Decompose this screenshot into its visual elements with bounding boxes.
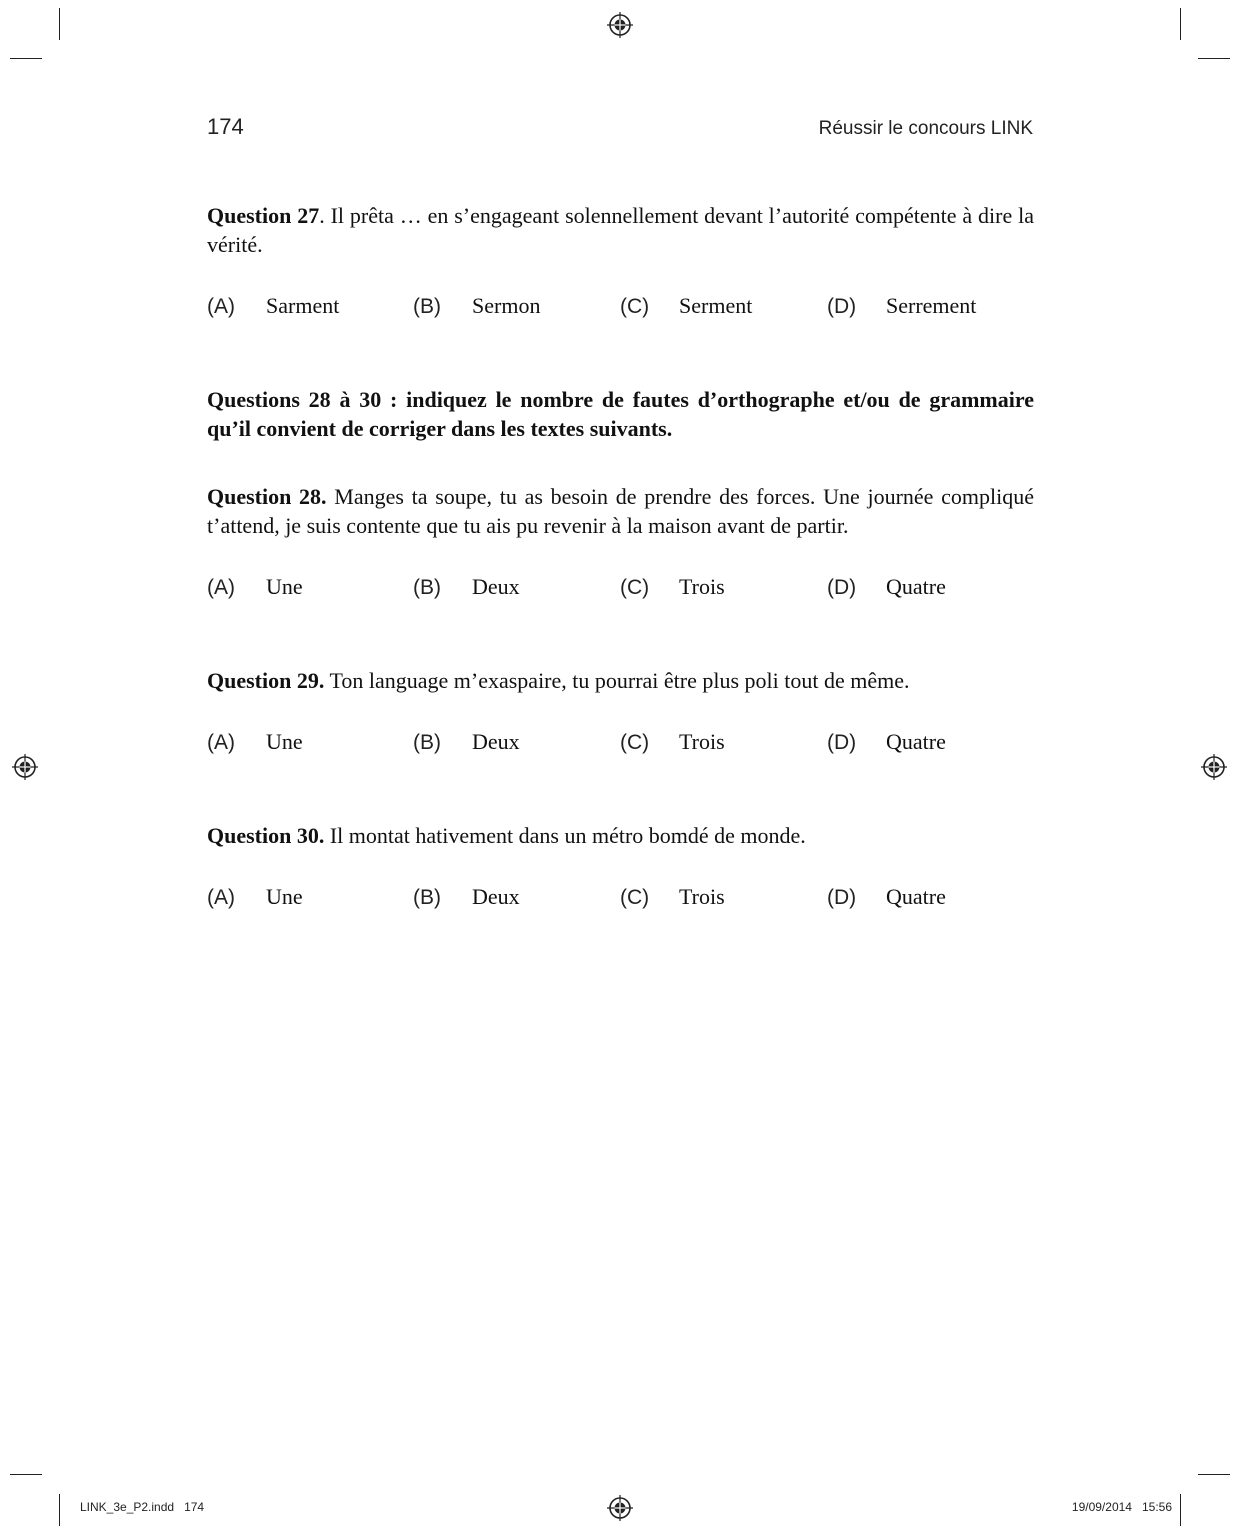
registration-mark-icon bbox=[607, 1495, 633, 1521]
footer-date-time: 19/09/2014 15:56 bbox=[1071, 1500, 1172, 1514]
question-27 bbox=[207, 201, 1034, 259]
option-answer: Deux bbox=[472, 884, 520, 909]
question-text: Ton language m’exaspaire, tu pourrai être plus poli tout de même. bbox=[324, 668, 910, 693]
option-letter: (A) bbox=[207, 886, 235, 909]
question-text: Il montat hativement dans un métro bomdé de monde. bbox=[324, 823, 806, 848]
question-label: Question 27 bbox=[207, 203, 320, 228]
option-letter: (C) bbox=[620, 295, 650, 318]
options-27 bbox=[207, 293, 1034, 323]
option-letter: (C) bbox=[620, 886, 650, 909]
options-28 bbox=[207, 574, 1034, 604]
option-letter: (A) bbox=[207, 731, 235, 754]
option-b[interactable] bbox=[413, 574, 520, 600]
question-28 bbox=[207, 482, 1034, 540]
instruction-heading: Questions 28 à 30 : indiquez le nombre de fautes d’orthographe et/ou de grammaire qu’il convient de corriger dans les textes suivants. bbox=[207, 387, 1034, 441]
crop-mark-bottom-right-horizontal bbox=[1198, 1474, 1230, 1475]
option-d[interactable] bbox=[827, 729, 946, 755]
option-c[interactable] bbox=[620, 293, 752, 319]
option-a[interactable] bbox=[207, 884, 303, 910]
question-label: Question 28. bbox=[207, 484, 327, 509]
crop-mark-bottom-left-horizontal bbox=[10, 1474, 42, 1475]
registration-mark-icon bbox=[12, 754, 38, 780]
option-c[interactable] bbox=[620, 884, 725, 910]
option-d[interactable] bbox=[827, 884, 946, 910]
crop-mark-top-left-vertical bbox=[59, 8, 60, 40]
option-letter: (D) bbox=[827, 576, 857, 599]
option-answer: Quatre bbox=[886, 574, 946, 599]
crop-mark-bottom-right-vertical bbox=[1180, 1494, 1181, 1526]
option-letter: (D) bbox=[827, 886, 857, 909]
crop-mark-top-right-horizontal bbox=[1198, 58, 1230, 59]
option-b[interactable] bbox=[413, 293, 540, 319]
registration-mark-icon bbox=[607, 12, 633, 38]
footer-file-info: LINK_3e_P2.indd 174 bbox=[80, 1500, 205, 1514]
registration-mark-icon bbox=[1201, 754, 1227, 780]
option-c[interactable] bbox=[620, 729, 725, 755]
option-b[interactable] bbox=[413, 884, 520, 910]
question-text: . Il prêta … en s’engageant solennellement devant l’autorité compétente à dire la vérité. bbox=[207, 203, 1034, 257]
option-d[interactable] bbox=[827, 293, 976, 319]
page-number: 174 bbox=[207, 114, 244, 139]
option-letter: (A) bbox=[207, 576, 235, 599]
option-b[interactable] bbox=[413, 729, 520, 755]
question-label: Question 29. bbox=[207, 668, 325, 693]
option-letter: (C) bbox=[620, 576, 650, 599]
crop-mark-top-left-horizontal bbox=[10, 58, 42, 59]
option-a[interactable] bbox=[207, 574, 303, 600]
crop-mark-bottom-left-vertical bbox=[59, 1494, 60, 1526]
option-answer: Trois bbox=[679, 729, 725, 754]
option-answer: Sermon bbox=[472, 293, 541, 318]
option-letter: (B) bbox=[413, 576, 441, 599]
option-letter: (D) bbox=[827, 731, 857, 754]
running-title: Réussir le concours LINK bbox=[818, 118, 1033, 139]
option-answer: Serment bbox=[679, 293, 753, 318]
option-answer: Deux bbox=[472, 729, 520, 754]
question-text: Manges ta soupe, tu as besoin de prendre des forces. Une journée compliqué t’attend, je suis contente que tu ais pu revenir à la maison avant de partir. bbox=[207, 484, 1034, 538]
option-answer: Trois bbox=[679, 884, 725, 909]
option-answer: Trois bbox=[679, 574, 725, 599]
option-answer: Sarment bbox=[266, 293, 340, 318]
option-answer: Une bbox=[266, 574, 303, 599]
option-a[interactable] bbox=[207, 293, 339, 319]
option-letter: (B) bbox=[413, 731, 441, 754]
options-30 bbox=[207, 884, 1034, 914]
option-answer: Une bbox=[266, 729, 303, 754]
question-label: Question 30. bbox=[207, 823, 325, 848]
option-letter: (A) bbox=[207, 295, 235, 318]
option-answer: Deux bbox=[472, 574, 520, 599]
option-answer: Quatre bbox=[886, 884, 946, 909]
option-d[interactable] bbox=[827, 574, 946, 600]
option-c[interactable] bbox=[620, 574, 725, 600]
question-29 bbox=[207, 666, 1034, 695]
option-answer: Une bbox=[266, 884, 303, 909]
option-a[interactable] bbox=[207, 729, 303, 755]
option-letter: (B) bbox=[413, 295, 441, 318]
option-letter: (C) bbox=[620, 731, 650, 754]
question-30 bbox=[207, 821, 1034, 850]
option-letter: (B) bbox=[413, 886, 441, 909]
option-answer: Serrement bbox=[886, 293, 977, 318]
option-answer: Quatre bbox=[886, 729, 946, 754]
crop-mark-top-right-vertical bbox=[1180, 8, 1181, 40]
option-letter: (D) bbox=[827, 295, 857, 318]
options-29 bbox=[207, 729, 1034, 759]
